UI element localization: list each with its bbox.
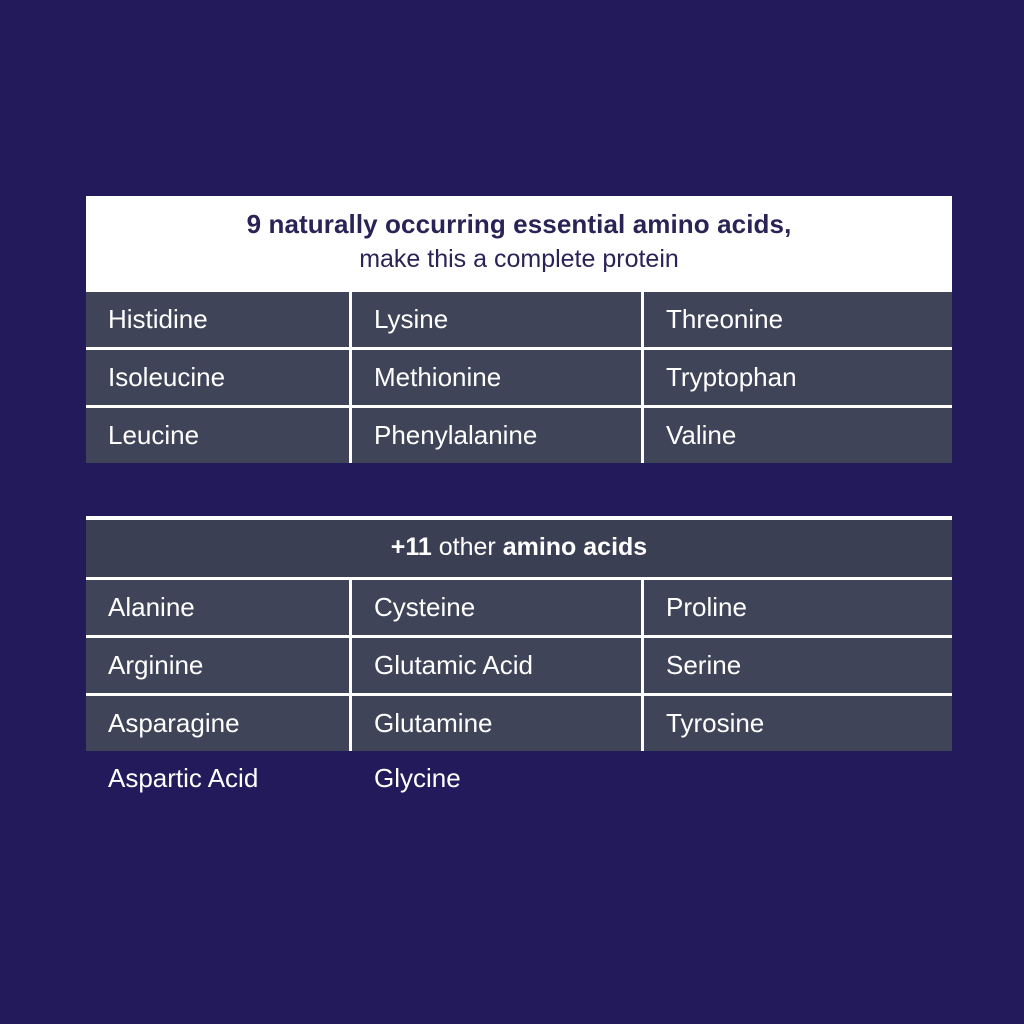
list-item: Arginine bbox=[86, 635, 352, 693]
table-row bbox=[86, 577, 952, 635]
list-item: Cysteine bbox=[352, 577, 644, 635]
list-item: Alanine bbox=[86, 577, 352, 635]
list-item: Asparagine bbox=[86, 693, 352, 751]
list-item: Glycine bbox=[374, 763, 461, 793]
list-item: Lysine bbox=[352, 289, 644, 347]
list-item: Histidine bbox=[86, 289, 352, 347]
list-item: Tyrosine bbox=[644, 693, 952, 751]
other-header-mid: other bbox=[431, 533, 503, 561]
table-row bbox=[86, 693, 952, 751]
table-row bbox=[86, 751, 952, 806]
essential-header-line1 bbox=[96, 208, 942, 241]
list-item: Methionine bbox=[352, 347, 644, 405]
other-panel-header bbox=[86, 516, 952, 577]
list-item: Proline bbox=[644, 577, 952, 635]
other-count: +11 bbox=[390, 533, 432, 561]
table-row bbox=[86, 635, 952, 693]
list-item: Tryptophan bbox=[644, 347, 952, 405]
list-item: Phenylalanine bbox=[352, 405, 644, 463]
essential-count: 9 bbox=[246, 209, 262, 239]
table-row bbox=[86, 405, 952, 463]
essential-header-line1-rest: naturally occurring essential amino acids, bbox=[261, 209, 792, 239]
table-row bbox=[86, 347, 952, 405]
other-header-tail: amino acids bbox=[502, 533, 648, 561]
list-item-empty bbox=[644, 751, 952, 806]
essential-amino-acids-grid bbox=[86, 289, 952, 463]
list-item: Threonine bbox=[644, 289, 952, 347]
essential-panel-header bbox=[86, 196, 952, 289]
list-item: Serine bbox=[644, 635, 952, 693]
list-item: Aspartic Acid bbox=[108, 763, 259, 793]
other-amino-acids-grid bbox=[86, 577, 952, 806]
list-item: Isoleucine bbox=[86, 347, 352, 405]
list-item: Glutamic Acid bbox=[352, 635, 644, 693]
other-amino-acids-panel bbox=[86, 516, 952, 806]
list-item: Glutamine bbox=[352, 693, 644, 751]
essential-header-line2: make this a complete protein bbox=[359, 244, 679, 273]
list-item: Leucine bbox=[86, 405, 352, 463]
table-row bbox=[86, 289, 952, 347]
list-item: Valine bbox=[644, 405, 952, 463]
essential-amino-acids-panel bbox=[86, 196, 952, 463]
